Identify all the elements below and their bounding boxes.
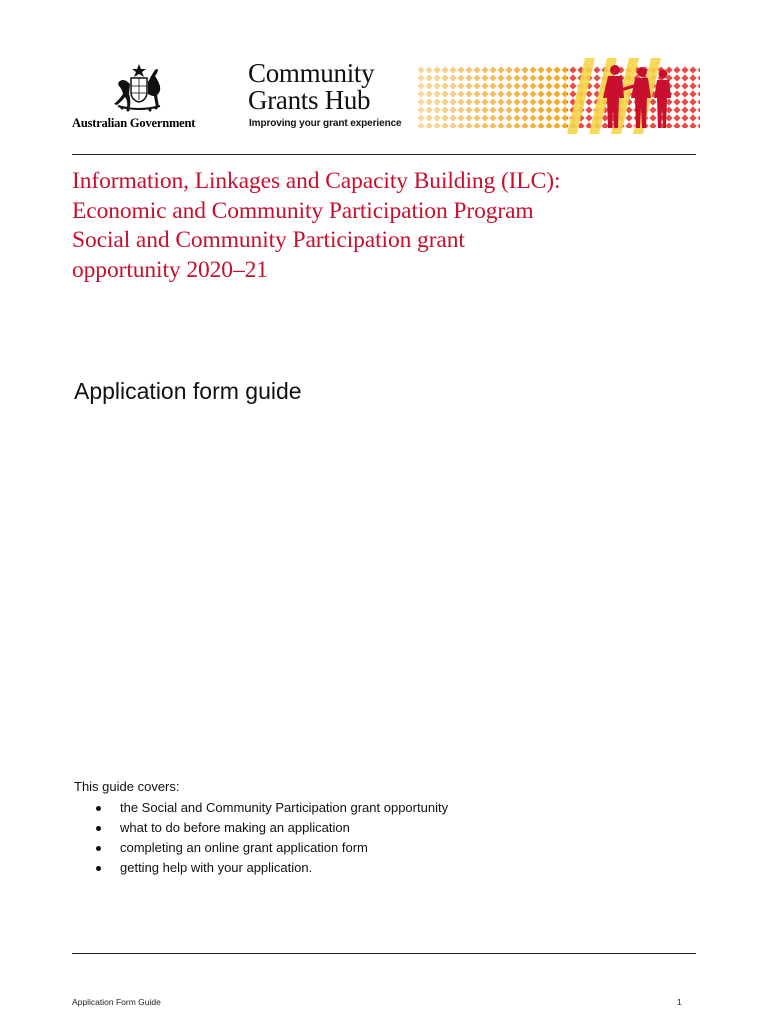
government-name: Australian Government (72, 116, 196, 130)
bullet-icon (96, 866, 101, 871)
cgh-line-2: Grants Hub (248, 85, 371, 115)
document-title (72, 167, 702, 285)
australian-government-logo (72, 62, 214, 132)
title-line: opportunity 2020–21 (72, 256, 268, 283)
list-item-text: getting help with your application. (120, 860, 313, 875)
title-line: Social and Community Participation grant (72, 227, 465, 253)
list-item-text: what to do before making an application (120, 820, 350, 835)
footer-document-name: Application Form Guide (72, 997, 161, 1007)
title-line: Information, Linkages and Capacity Building (ILC): (72, 168, 561, 194)
header-divider (72, 154, 696, 155)
covers-list (74, 798, 448, 878)
cgh-tagline: Improving your grant experience (249, 118, 402, 129)
coat-of-arms-icon (104, 62, 174, 114)
community-grants-hub-logo (248, 60, 418, 114)
bullet-icon (96, 826, 101, 831)
list-item-text: completing an online grant application form (120, 840, 368, 855)
list-item-text: the Social and Community Participation grant opportunity (120, 800, 449, 815)
document-subtitle: Application form guide (74, 378, 302, 404)
list-item (74, 798, 448, 818)
cgh-line-1: Community (248, 58, 375, 88)
decorative-banner-image (417, 58, 700, 134)
guide-covers-section (74, 779, 448, 878)
list-item (74, 858, 448, 878)
list-item (74, 838, 448, 858)
page-number: 1 (677, 997, 682, 1007)
bullet-icon (96, 846, 101, 851)
title-line: Economic and Community Participation Program (72, 197, 534, 224)
footer-divider (72, 953, 696, 954)
list-item (74, 818, 448, 838)
bullet-icon (96, 806, 101, 811)
covers-intro: This guide covers: (74, 779, 180, 794)
